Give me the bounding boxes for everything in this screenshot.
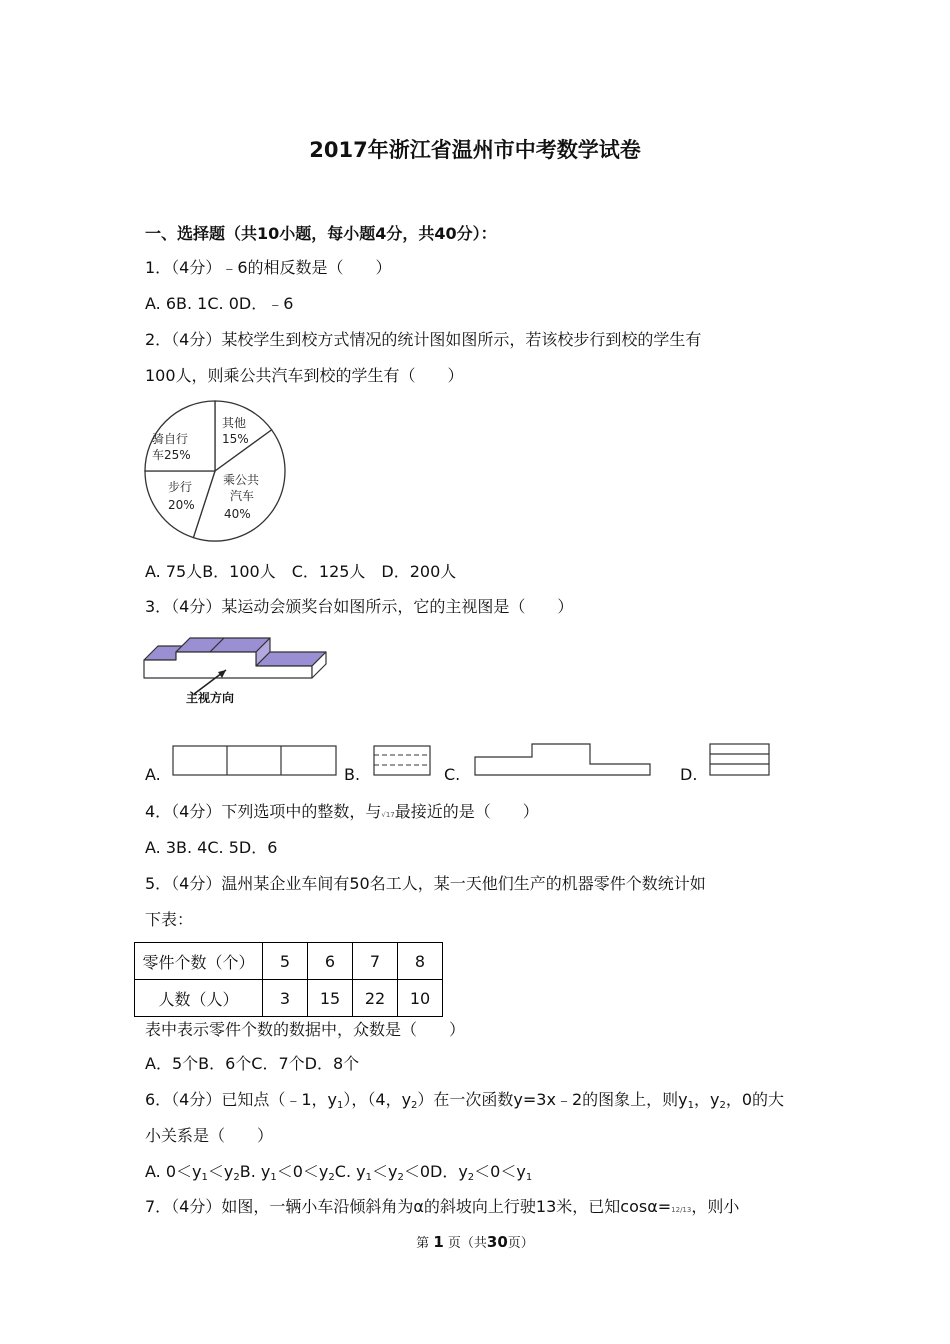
q7-stem [145,1197,739,1220]
q4-stem-post: 最接近的是（ ） [394,802,539,821]
q3-option-c-figure [472,742,654,778]
pie-label-bus-name1: 乘公共 [223,473,260,487]
q6-opt-sub: 2 [397,1172,404,1183]
table-cell: 15 [308,980,353,1017]
q6-opt: C. y [334,1162,366,1181]
pie-label-bike-name: 骑自行 [152,432,189,446]
footer-text: 页） [507,1236,534,1251]
q2-options: A. 75人B．100人 C．125人 D．200人 [145,562,457,581]
q1-options: A. 6B. 1C. 0D．﹣6 [145,294,294,313]
pie-label-walk-name: 步行 [168,480,193,494]
q5-stem-line2: 下表： [145,910,194,929]
q6-opt: ＜0 [403,1162,430,1181]
q6-opt: ＜y [207,1162,234,1181]
q6-opt: B. y [239,1162,271,1181]
q6-subscript: 2 [719,1100,726,1111]
q3-option-b-label: B. [344,765,361,784]
q3-stem: 3．（4分）某运动会颁奖台如图所示，它的主视图是（ ） [145,597,574,616]
q4-stem-pre: 4．（4分）下列选项中的整数，与 [145,802,382,821]
q6-stem-line1 [145,1090,784,1116]
section-heading: 一、选择题（共10小题，每小题4分，共40分）： [145,224,497,243]
podium-figure [140,626,340,714]
q6-text: ，0的大 [725,1090,785,1109]
q6-opt-sub: 1 [525,1172,533,1183]
q2-stem-line2: 100人，则乘公共汽车到校的学生有（ ） [145,366,464,385]
q6-opt: ＜0＜y [474,1162,526,1181]
q6-opt-sub: 1 [201,1172,208,1183]
q4-radical: √17 [381,811,395,819]
q7-stem-post: ，则小 [691,1197,740,1216]
footer-page-number: 1 [433,1233,444,1251]
q6-opt-sub: 2 [467,1172,475,1183]
footer-total-pages: 30 [486,1233,508,1251]
q6-text: 6．（4分）已知点（﹣1，y [145,1090,338,1109]
q4-options: A. 3B. 4C. 5D．6 [145,838,278,857]
table-row [135,943,443,980]
q3-option-d-figure [708,742,772,778]
q6-options [145,1162,532,1188]
q1-stem: 1．（4分）﹣6的相反数是（ ） [145,258,392,277]
q4-stem [145,802,539,825]
pie-chart [140,396,290,546]
q6-opt: D．y [430,1162,468,1181]
table-cell: 6 [308,943,353,980]
table-row [135,980,443,1017]
pie-label-bus-pct: 40% [224,507,251,521]
q5-stem-line1: 5．（4分）温州某企业车间有50名工人，某一天他们生产的机器零件个数统计如 [145,874,706,893]
q6-text: ，y [693,1090,720,1109]
q7-stem-pre: 7．（4分）如图，一辆小车沿倾斜角为α的斜坡向上行驶13米，已知cosα= [145,1197,672,1216]
q6-subscript: 1 [337,1100,344,1111]
table-cell: 10 [398,980,443,1017]
q6-opt: ＜y [371,1162,398,1181]
q3-option-d-label: D. [680,765,698,784]
q7-fraction: 12/13 [671,1206,692,1214]
table-cell: 8 [398,943,443,980]
table-cell: 人数（人） [135,980,263,1017]
table-cell: 3 [263,980,308,1017]
q6-text: ），（4，y [343,1090,412,1109]
q6-stem-line2: 小关系是（ ） [145,1126,274,1145]
q6-opt-sub: 1 [270,1172,277,1183]
q6-subscript: 1 [687,1100,694,1111]
q3-option-b-figure [372,744,434,778]
q3-option-c-label: C. [444,765,461,784]
page-footer [0,1232,950,1251]
q6-opt-sub: 2 [328,1172,335,1183]
q3-option-a-figure [170,744,340,778]
q3-option-a-label: A. [145,765,161,784]
view-direction-label: 主视方向 [186,691,235,705]
page-title: 2017年浙江省温州市中考数学试卷 [309,138,641,162]
q2-stem-line1: 2．（4分）某校学生到校方式情况的统计图如图所示，若该校步行到校的学生有 [145,330,702,349]
table-cell: 22 [353,980,398,1017]
pie-label-bike-pct: 车25% [152,448,191,462]
footer-text: 页（共 [447,1236,487,1251]
pie-label-other-name: 其他 [222,416,247,430]
q6-opt-sub: 2 [233,1172,240,1183]
table-cell: 5 [263,943,308,980]
q6-subscript: 2 [411,1100,418,1111]
footer-text: 第 [416,1236,430,1251]
q6-text: ）在一次函数y=3x﹣2的图象上，则y [417,1090,688,1109]
q5-after: 表中表示零件个数的数据中，众数是（ ） [145,1020,466,1039]
pie-label-other-pct: 15% [222,432,249,446]
table-cell: 零件个数（个） [135,943,263,980]
q6-opt-sub: 1 [365,1172,372,1183]
pie-label-walk-pct: 20% [168,498,195,512]
table-cell: 7 [353,943,398,980]
q6-opt: ＜0＜y [276,1162,329,1181]
q6-opt: A. 0＜y [145,1162,202,1181]
q5-table [134,942,443,1017]
pie-label-bus-name2: 汽车 [230,489,255,503]
q5-options: A．5个B．6个C．7个D．8个 [145,1054,360,1073]
